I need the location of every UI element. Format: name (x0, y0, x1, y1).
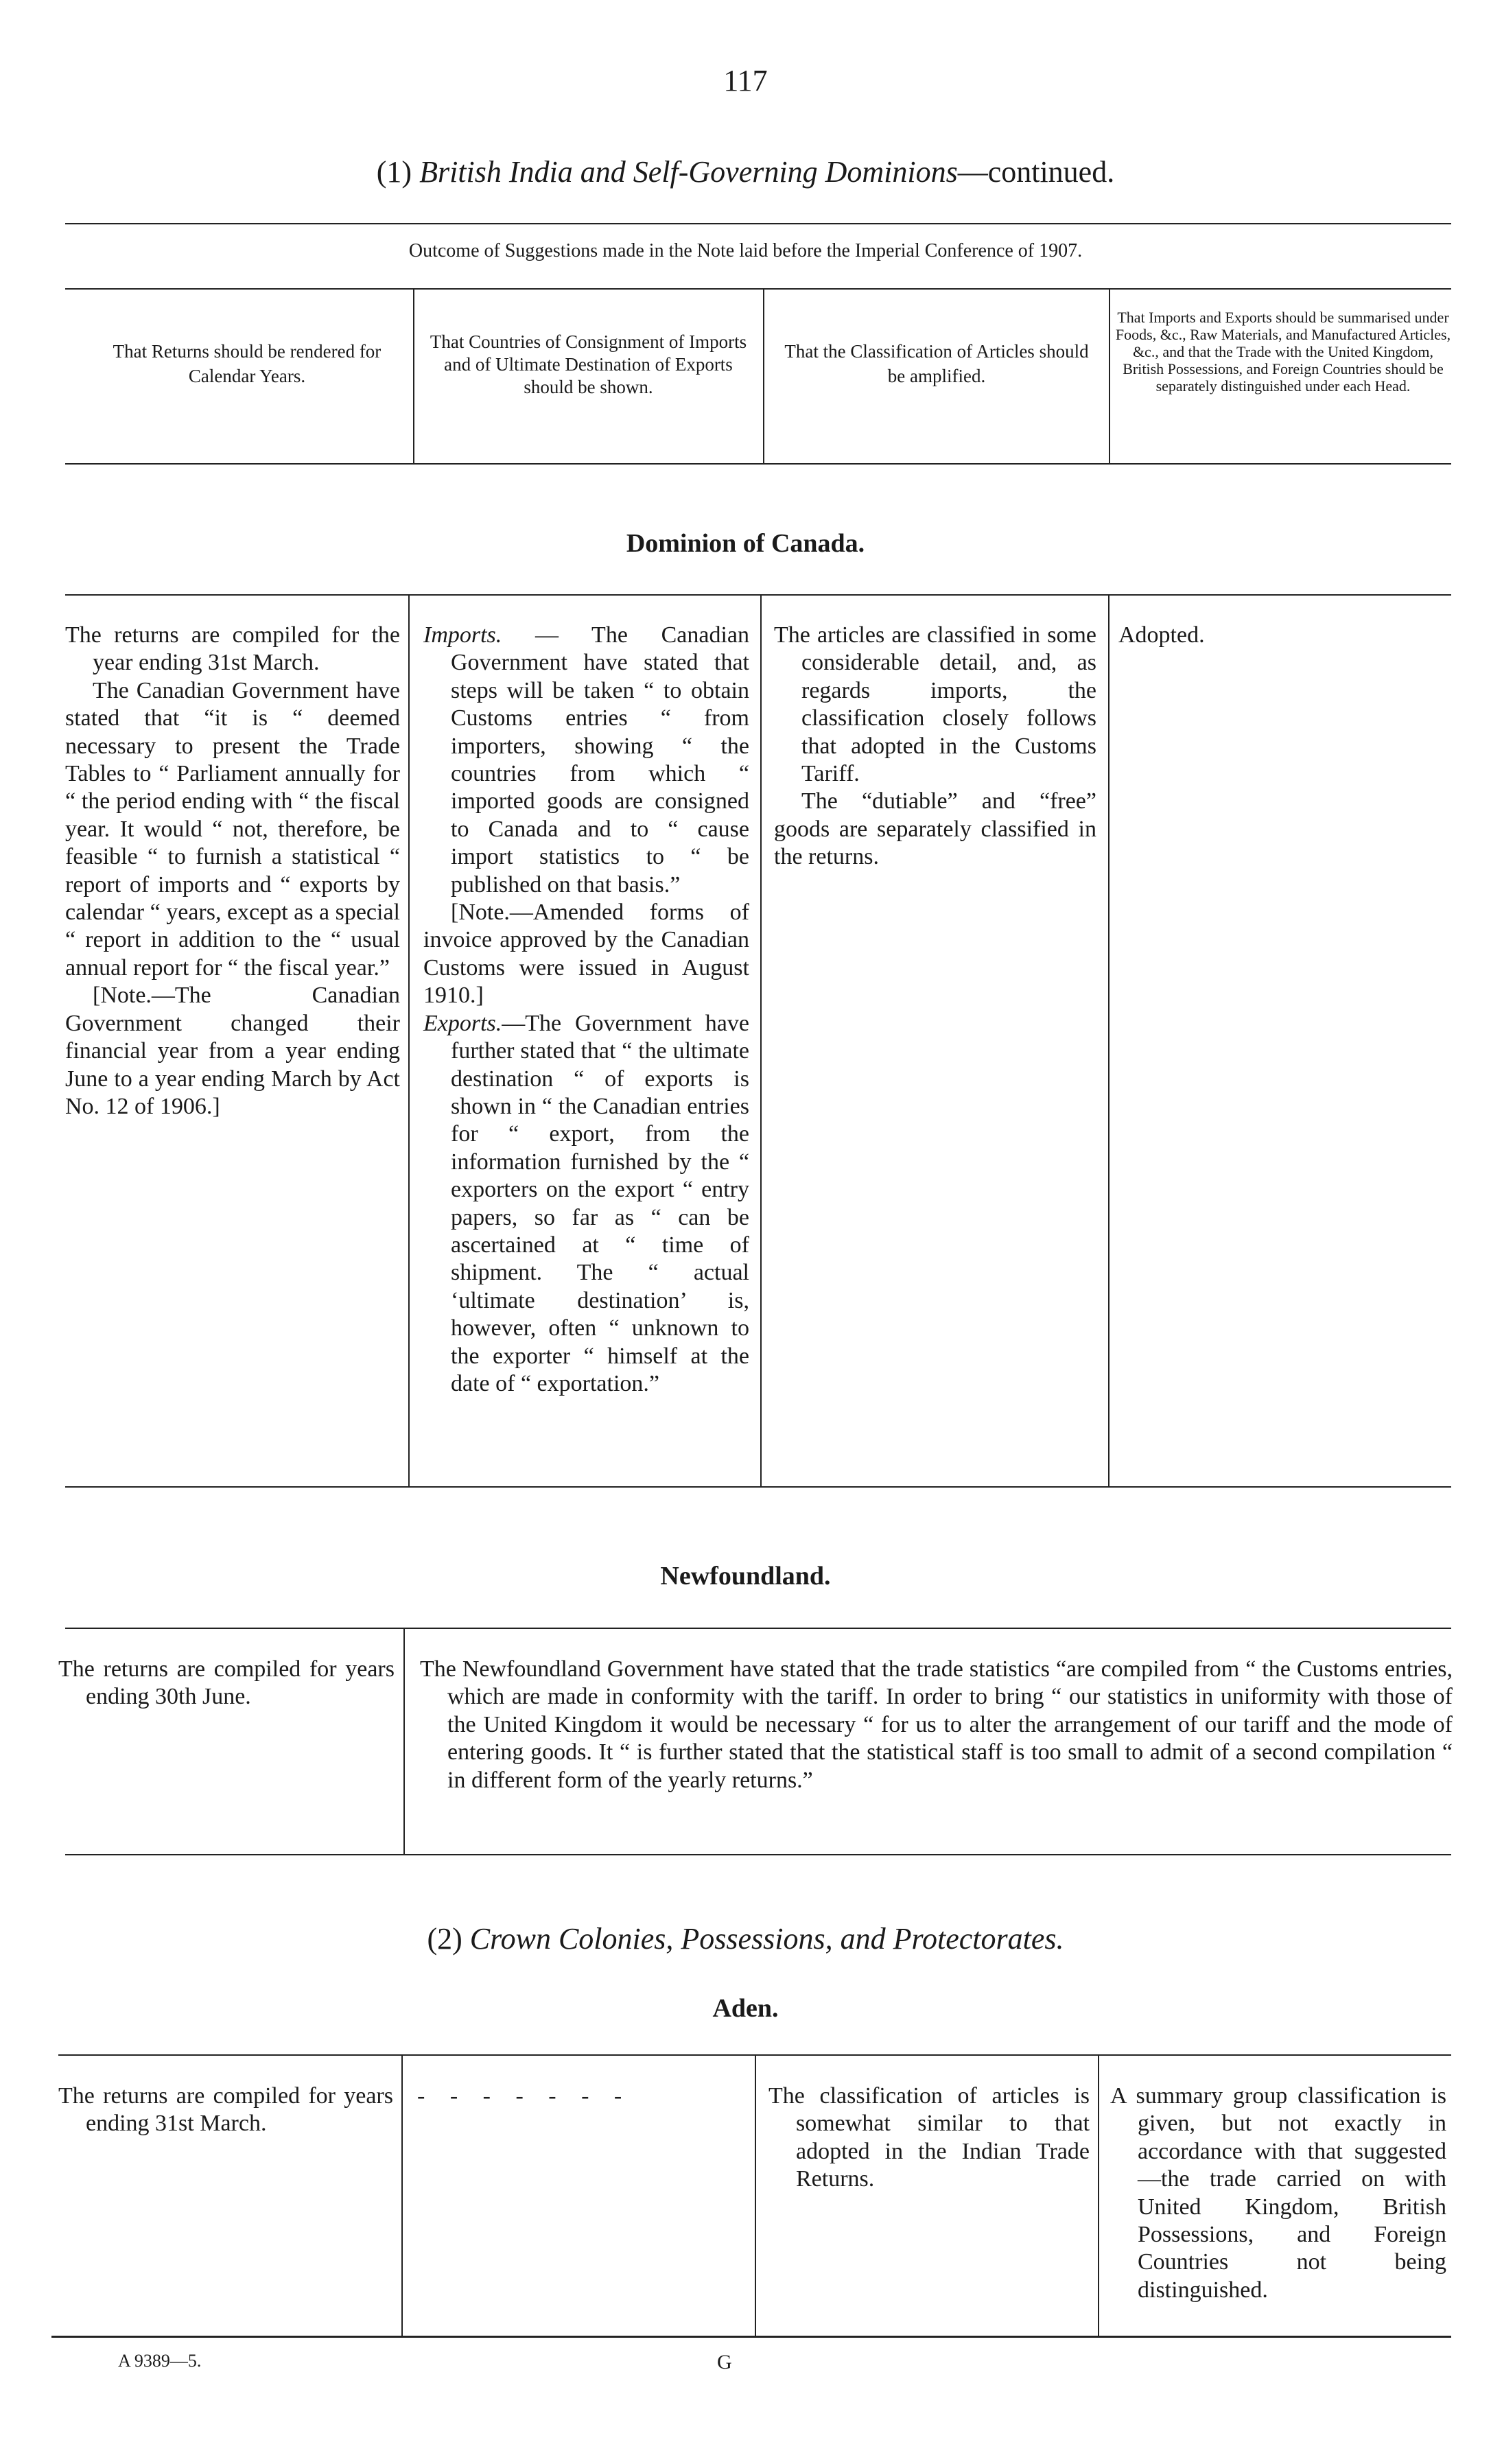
section-title-text: British India and Self-Governing Dominions (419, 155, 958, 189)
country-heading-canada: Dominion of Canada. (626, 529, 865, 558)
country-heading-aden: Aden. (712, 1994, 779, 2023)
rule (65, 288, 1451, 290)
canada-invoice-note: [Note.—Amended forms of invoice approved by the Canadian Customs were issued in August 1910.] (423, 900, 749, 1009)
table-subtitle: Outcome of Suggestions made in the Note laid before the Imperial Conference of 1907. (408, 240, 1083, 261)
aden-calendar-years-cell (58, 2082, 393, 2138)
rule (65, 594, 1451, 596)
rule (65, 223, 1451, 224)
canada-imports-paragraph (423, 622, 749, 899)
newfoundland-government-statement: The Newfoundland Government have stated that the trade statistics “are compiled from “ the Customs entries, which are made in conformity with the tariff. In order to bring “ our statistics in uniformity with those of the United Kingdom it would be necessary “ for us to alter the arrangement of our tariff and the mode of entering goods. It “ is further stated that the statistical staff is too small to admit of a second compilation “ in different form of the yearly returns.” (420, 1656, 1453, 1793)
section-title-text: Crown Colonies, Possessions, and Protectorates. (469, 1922, 1064, 1956)
rule (65, 463, 1451, 465)
section-title-1 (0, 154, 1491, 189)
canada-returns-period: The returns are compiled for the year ending 31st March. (65, 622, 400, 676)
section-title-suffix: —continued. (957, 155, 1115, 189)
aden-countries-cell: - - - - - - - (417, 2083, 632, 2109)
aden-summary-text: A summary group classification is given, but not exactly in accordance with that suggested—the trade carried on with United Kingdom, British Possessions, and Foreign Countries not being distinguished. (1110, 2083, 1446, 2303)
exports-text: —The Government have further stated that “ the ultimate destination “ of exports is shown in “ the Canadian entries for “ export, from the information furnished by the “ exporters on the export “ entry papers, so far as “ can be ascertained at “ time of shipment. The “ actual ‘ultimate destination’ is, however, often “ unknown to the exporter “ himself at the date of “ exportation.” (451, 1010, 749, 1396)
column-divider (401, 2054, 403, 2336)
column-divider (408, 594, 410, 1486)
aden-returns-period: The returns are compiled for years ending 31st March. (58, 2083, 393, 2137)
rule (65, 1486, 1451, 1488)
canada-calendar-years-cell (65, 622, 400, 1120)
column-header-classification: That the Classification of Articles should be amplified. (784, 341, 1089, 386)
section-number: (2) (427, 1922, 462, 1956)
aden-classification-text: The classification of articles is somewhat similar to that adopted in the Indian Trade Returns. (768, 2083, 1090, 2192)
column-divider (413, 288, 414, 463)
newfoundland-returns-period: The returns are compiled for years ending 30th June. (58, 1656, 395, 1710)
canada-countries-cell (423, 622, 749, 1398)
country-heading-newfoundland: Newfoundland. (660, 1562, 831, 1591)
column-header-calendar-years: That Returns should be rendered for Calendar Years. (113, 341, 381, 386)
rule (51, 2336, 1451, 2338)
imports-label: Imports. (423, 622, 502, 648)
section-title-2 (0, 1921, 1491, 1956)
column-header-countries: That Countries of Consignment of Imports and of Ultimate Destination of Exports should be shown. (430, 331, 747, 397)
column-divider (760, 594, 762, 1486)
aden-summary-cell (1110, 2082, 1446, 2304)
canada-summary-cell: Adopted. (1118, 622, 1205, 648)
rule (65, 1628, 1451, 1629)
column-divider (1108, 594, 1110, 1486)
page-number: 117 (723, 64, 768, 97)
column-divider (403, 1628, 405, 1854)
column-divider (1109, 288, 1110, 463)
rule (65, 1854, 1451, 1855)
exports-label: Exports. (423, 1010, 502, 1036)
footer-print-code: A 9389—5. (118, 2351, 202, 2371)
column-divider (755, 2054, 756, 2336)
column-header-summary: That Imports and Exports should be summarised under Foods, &c., Raw Materials, and Manufactured Articles, &c., and that the Trade with the United Kingdom, British Possessions, and Foreign Countries should be separately distinguished under each Head. (1115, 309, 1451, 395)
canada-classification-detail: The articles are classified in some considerable detail, and, as regards imports, the classification closely follows that adopted in the Customs Tariff. (774, 622, 1096, 787)
canada-classification-cell (774, 622, 1096, 871)
column-divider (763, 288, 764, 463)
section-number: (1) (376, 155, 412, 189)
column-divider (1098, 2054, 1099, 2336)
newfoundland-statement-cell (420, 1656, 1453, 1794)
canada-government-statement: The Canadian Government have stated that “it is “ deemed necessary to present the Trade Tables to “ Parliament annually for “ the period ending with “ the fiscal year. It would “ not, therefore, be feasible “ to furnish a statistical “ report of imports and “ exports by calendar “ years, except as a special “ report in addition to the “ usual annual report for “ the fiscal year.” (65, 677, 400, 981)
aden-classification-cell (768, 2082, 1090, 2194)
canada-dutiable-free: The “dutiable” and “free” goods are separately classified in the returns. (774, 788, 1096, 870)
canada-exports-paragraph (423, 1010, 749, 1398)
imports-text: — The Canadian Government have stated that steps will be taken “ to obtain Customs entries “ from importers, showing “ the countries from which “ imported goods are consigned to Canada and to “ cause import statistics to “ be published on that basis.” (451, 622, 749, 897)
canada-financial-year-note: [Note.—The Canadian Government changed their financial year from a year ending June to a year ending March by Act No. 12 of 1906.] (65, 983, 400, 1119)
footer-signature: G (717, 2351, 732, 2373)
newfoundland-calendar-years-cell (58, 1656, 395, 1711)
